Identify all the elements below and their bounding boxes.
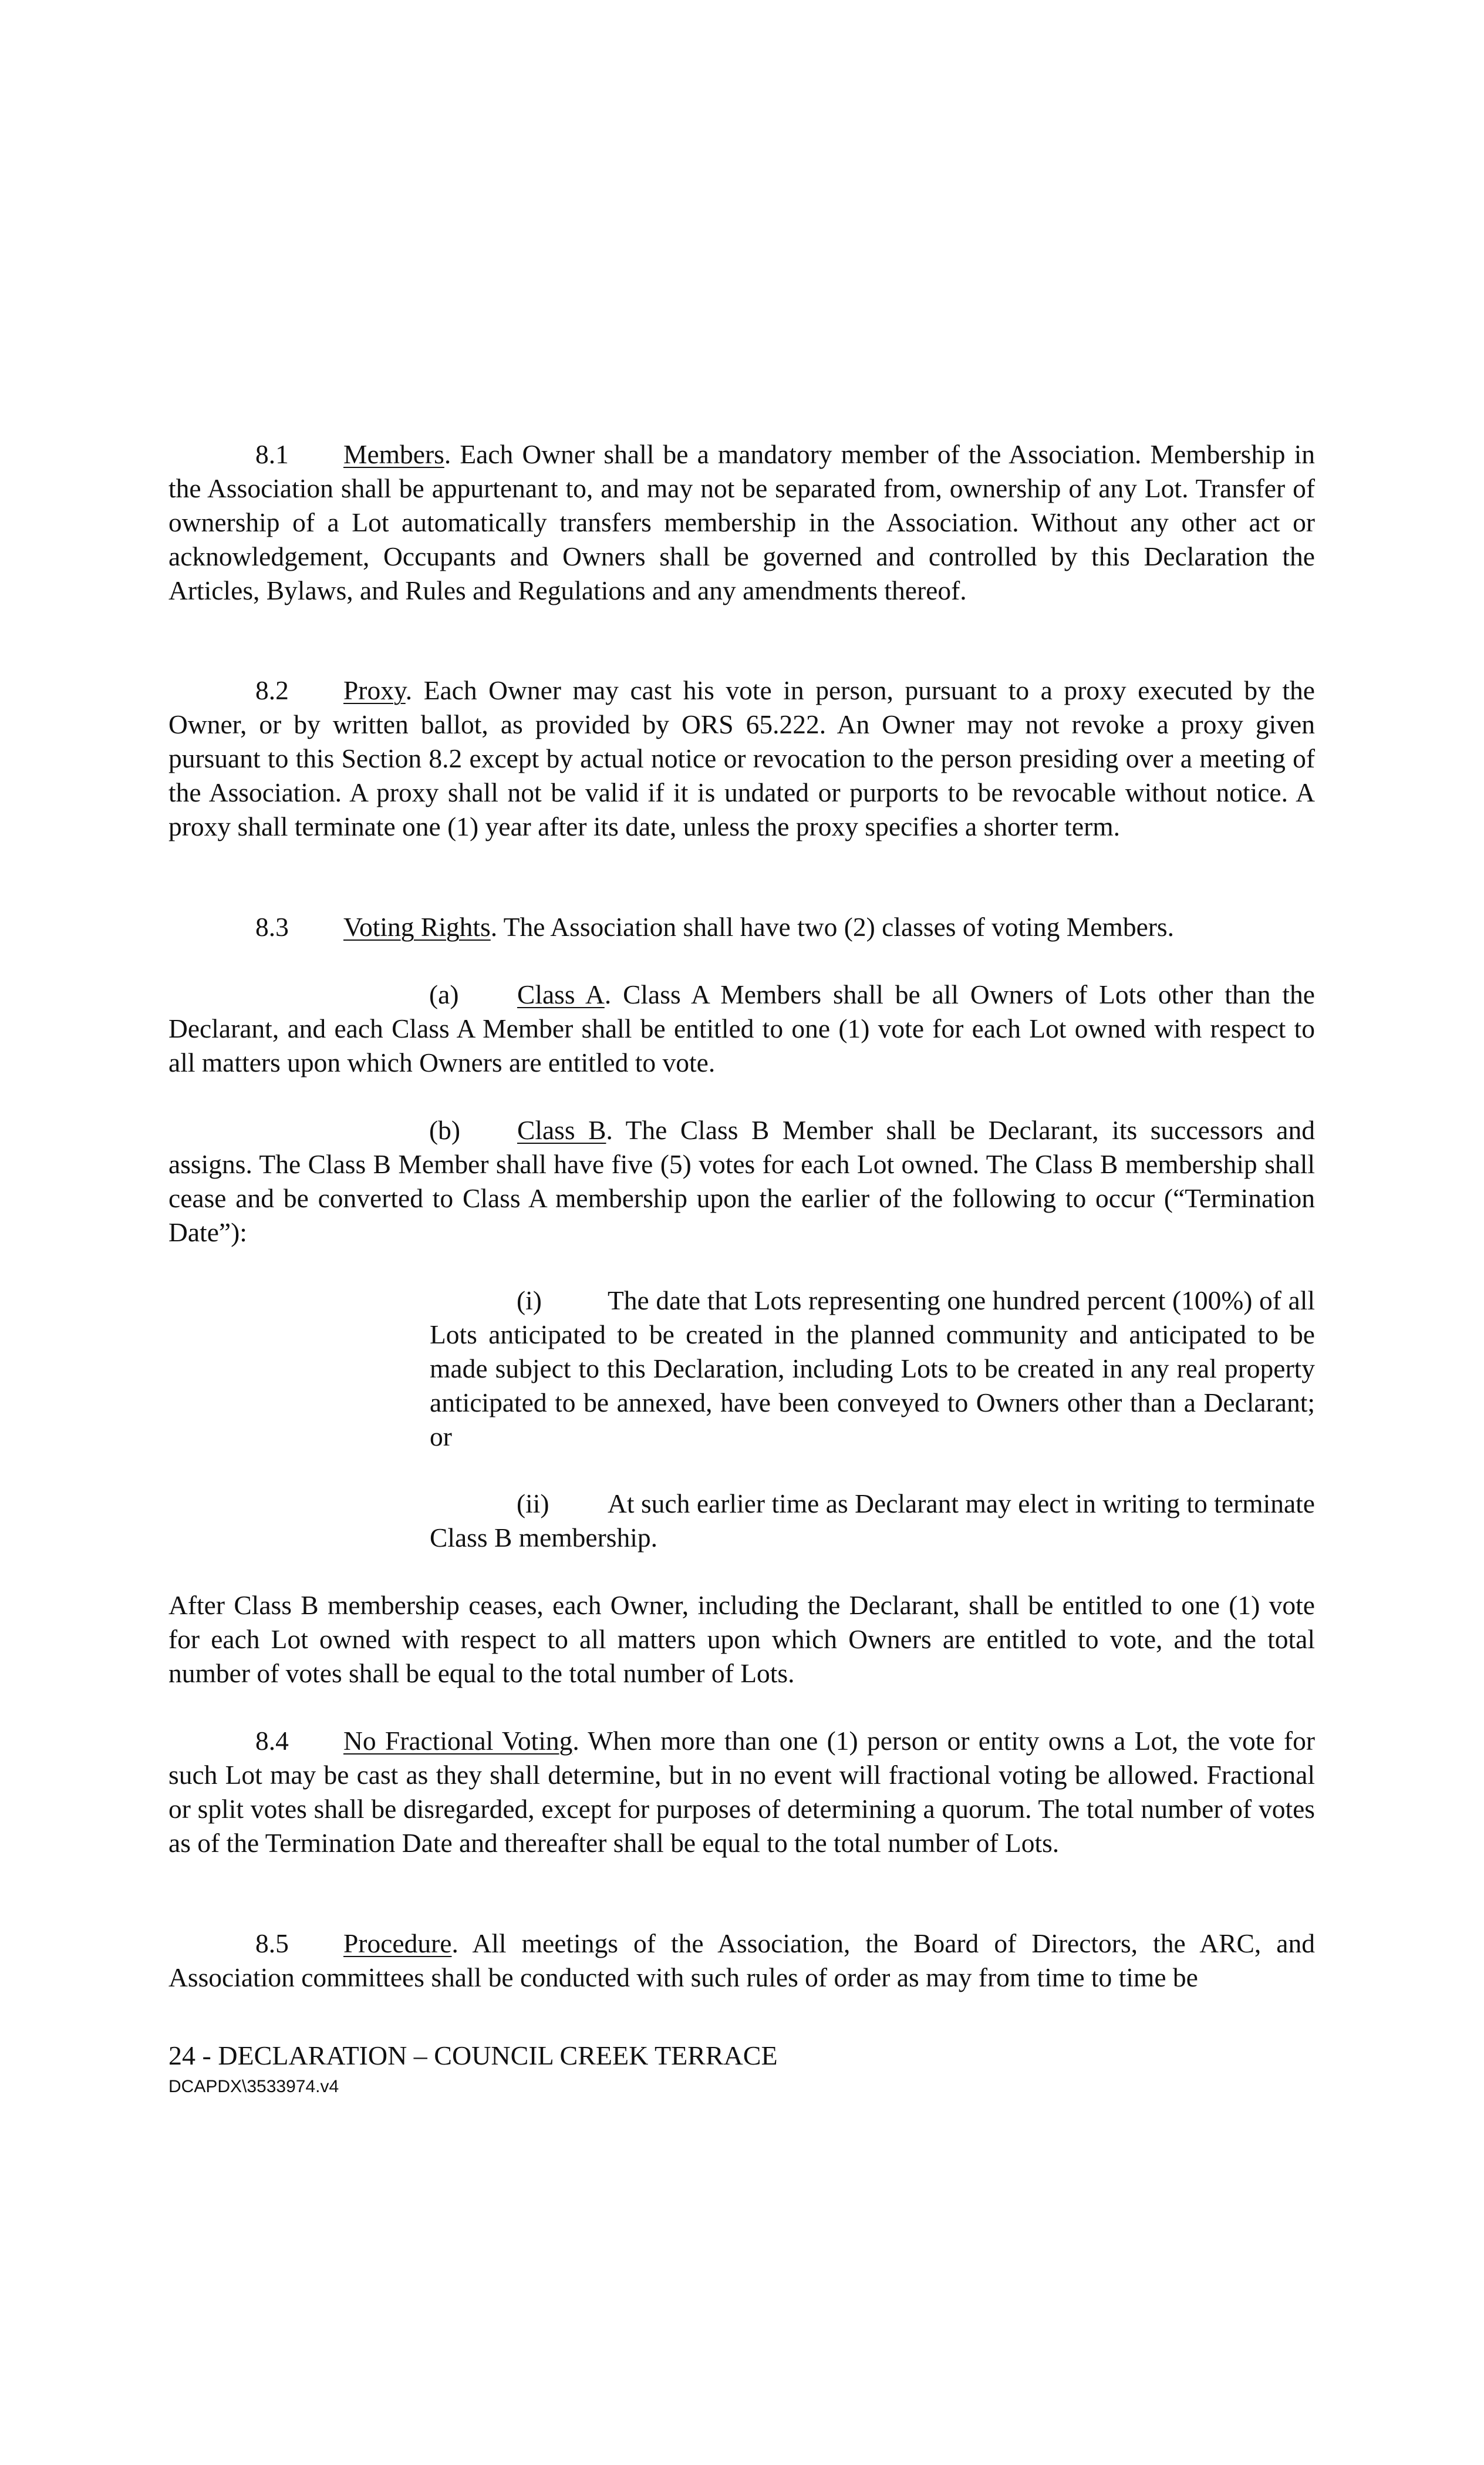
clause-label: (i): [517, 1285, 542, 1315]
section-number: 8.2: [255, 675, 289, 705]
section-8-4: [168, 1724, 1315, 1860]
clause-text: The date that Lots representing one hundred percent (100%) of all Lots anticipated to be created in the planned community and anticipated to be made subject to this Declaration, including Lots to be created in any real property anticipated to be annexed, have been conveyed to Owners other than a Declarant; or: [430, 1285, 1315, 1452]
section-number: 8.4: [255, 1726, 289, 1756]
clause-ii: [430, 1487, 1315, 1555]
subsection-label: (b): [429, 1115, 461, 1145]
section-text: . When more than one (1) person or entity owns a Lot, the vote for such Lot may be cast as they shall determine, but in no event will fractional voting be allowed. Fractional or split votes shall be disregarded, except for purposes of determining a quorum. The total number of votes as of the Termination Date and thereafter shall be equal to the total number of Lots.: [168, 1726, 1316, 1858]
subsection-a: [168, 978, 1315, 1080]
clause-label: (ii): [517, 1489, 549, 1518]
section-text: . Each Owner may cast his vote in person, pursuant to a proxy executed by the Owner, or by written ballot, as provided by ORS 65.222. An Owner may not revoke a proxy given pursuant to this Section 8.2 except by actual notice or revocation to the person presiding over a meeting of the Association. A proxy shall not be valid if it is undated or purports to be revocable without notice. A proxy shall terminate one (1) year after its date, unless the proxy specifies a shorter term.: [168, 675, 1315, 841]
footer-doc-id: DCAPDX\3533974.v4: [168, 2077, 339, 2096]
clause-i: [430, 1284, 1315, 1454]
subsection-heading: Class A: [517, 979, 605, 1009]
section-heading: Procedure: [343, 1928, 452, 1958]
clause-text: At such earlier time as Declarant may elect in writing to terminate Class B membership.: [430, 1489, 1315, 1553]
section-8-2: [168, 674, 1315, 844]
subsection-label: (a): [429, 979, 459, 1009]
section-8-5: [168, 1927, 1315, 1995]
section-8-1: [168, 437, 1315, 608]
subsection-text: . The Class B Member shall be Declarant, its successors and assigns. The Class B Member shall have five (5) votes for each Lot owned. The Class B membership shall cease and be converted to Class A membership upon the earlier of the following to occur (“Termination Date”):: [168, 1115, 1315, 1247]
section-heading: Voting Rights: [343, 912, 491, 942]
section-text: . The Association shall have two (2) classes of voting Members.: [490, 912, 1174, 942]
section-heading: No Fractional Voting: [343, 1726, 573, 1756]
section-number: 8.1: [255, 439, 289, 469]
section-8-3: [168, 910, 1315, 944]
subsection-text: . Class A Members shall be all Owners of Lots other than the Declarant, and each Class A Member shall be entitled to one (1) vote for each Lot owned with respect to all matters upon which Owners are entitled to vote.: [168, 979, 1315, 1077]
section-number: 8.3: [255, 912, 289, 942]
section-text: . All meetings of the Association, the Board of Directors, the ARC, and Association committees shall be conducted with such rules of order as may from time to time be: [168, 1928, 1315, 1992]
subsection-b: [168, 1113, 1315, 1250]
section-number: 8.5: [255, 1928, 289, 1958]
footer-title: 24 - DECLARATION – COUNCIL CREEK TERRACE: [168, 2040, 778, 2070]
after-class-b-paragraph: After Class B membership ceases, each Owner, including the Declarant, shall be entitled to one (1) vote for each Lot owned with respect to all matters upon which Owners are entitled to vote, and the total number of votes shall be equal to the total number of Lots.: [168, 1590, 1315, 1688]
subsection-heading: Class B: [517, 1115, 606, 1145]
section-heading: Proxy: [343, 675, 406, 705]
section-heading: Members: [343, 439, 444, 469]
section-text: . Each Owner shall be a mandatory member of the Association. Membership in the Association shall be appurtenant to, and may not be separated from, ownership of any Lot. Transfer of ownership of a Lot automatically transfers membership in the Association. Without any other act or acknowledgement, Occupants and Owners shall be governed and controlled by this Declaration the Articles, Bylaws, and Rules and Regulations and any amendments thereof.: [168, 439, 1315, 605]
